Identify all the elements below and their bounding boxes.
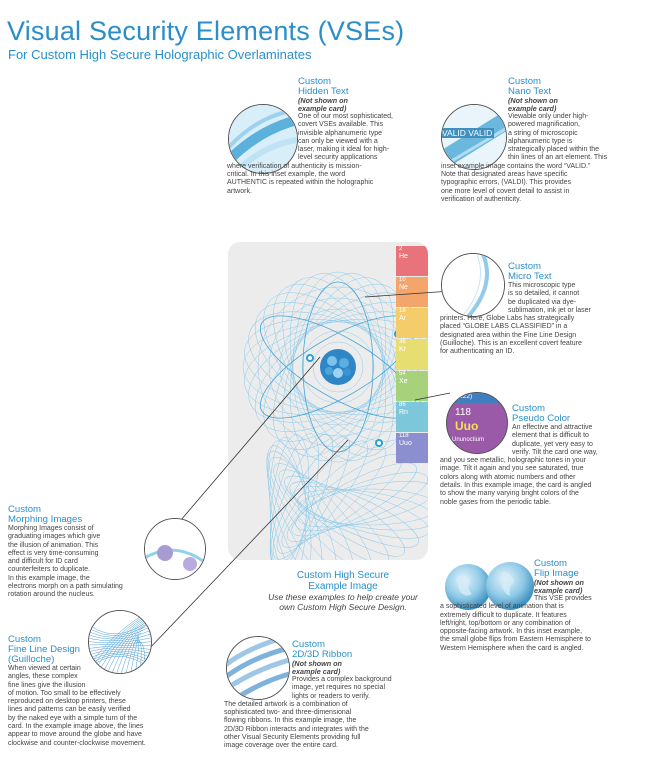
body-line: image coverage over the entire card. (224, 742, 339, 750)
pseudo-color-body (512, 424, 654, 457)
element-symbol: He (399, 253, 408, 260)
body-line: strategically placed within the (508, 146, 600, 154)
flip-title: Custom Flip Image (534, 558, 579, 579)
hidden-text-body-wide (227, 163, 437, 196)
body-line: fine lines give the illusion (8, 681, 86, 689)
body-line: This VSE provides (534, 595, 592, 602)
periodic-element (396, 371, 428, 401)
body-line: can only be viewed with a (298, 137, 378, 145)
element-number: 118 (399, 432, 409, 439)
micro-text-body (508, 282, 654, 315)
body-line: rotation around the nucleus. (8, 591, 95, 599)
hidden-text-block (227, 77, 437, 196)
pseudo-color-block (440, 404, 654, 507)
body-line: verify. Tilt the card one way, (512, 448, 598, 456)
morphing-title: Custom Morphing Images (8, 504, 83, 525)
body-line: image, yet requires no special (292, 684, 385, 692)
body-line: verification of authenticity. (441, 195, 522, 203)
body-line: duplicate, yet very easy to (512, 440, 593, 448)
body-line: AUTHENTIC is repeated within the holographic (227, 179, 374, 187)
element-symbol: Uuo (399, 439, 412, 447)
element-symbol: Rn (399, 408, 408, 416)
periodic-element (396, 339, 428, 369)
nano-text-title: Custom Nano Text (508, 76, 552, 97)
flip-body-wide (440, 603, 654, 653)
page-subtitle: For Custom High Secure Holographic Overlaminates (8, 47, 312, 62)
body-line: designated area within the Fine Line Design (440, 331, 577, 339)
body-line: An effective and attractive (512, 424, 593, 431)
example-caption (218, 570, 468, 612)
body-line: electrons morph on a path simulating (8, 583, 123, 591)
body-line: critical. In this inset example, the word (227, 171, 346, 179)
ribbon-note: (Not shown on example card) (292, 659, 342, 676)
body-line: In this example image, the (8, 574, 90, 582)
body-line: thin lines of an art element. This (508, 154, 608, 162)
ribbon-block (224, 640, 438, 751)
hidden-text-title: Custom Hidden Text (298, 76, 349, 97)
morphing-body (8, 525, 148, 600)
example-card (228, 242, 428, 560)
pseudo-inset-top: (222) (447, 393, 507, 403)
body-line: effect is very time-consuming (8, 549, 99, 557)
morphing-inset (144, 518, 206, 580)
body-line: where verification of authenticity is mission- (227, 162, 362, 170)
periodic-element (396, 246, 428, 276)
nano-text-block (441, 77, 651, 204)
pseudo-color-body-wide (440, 457, 654, 507)
morphing-block (8, 505, 148, 600)
element-symbol: Kr (399, 346, 406, 354)
element-number: 18 (399, 308, 406, 315)
body-line: clockwise and counter-clockwise movement. (8, 739, 146, 747)
element-number: 2 (399, 246, 403, 252)
element-number: 36 (399, 339, 406, 346)
body-line: laser, making it ideal for high- (298, 146, 390, 154)
body-line: lights or readers to verify. (292, 692, 371, 700)
micro-text-body-wide (440, 315, 654, 356)
element-symbol: Xe (399, 377, 408, 385)
body-line: typographic errors, (VALDI). This provides (441, 179, 572, 187)
body-line: graduating images which give (8, 533, 101, 541)
body-line: for authenticating an ID. (440, 348, 515, 356)
body-line: details. In this example image, the card is angled (440, 482, 592, 490)
body-line: Note that designated areas have specific (441, 171, 568, 179)
element-symbol: Ar (399, 315, 406, 323)
body-line: covert VSEs available. This (298, 121, 384, 129)
body-line: printers. Here, Globe Labs has strategically (440, 315, 575, 323)
body-line: (Guilloche). This is an excellent covert feature (440, 340, 582, 348)
micro-text-block (440, 262, 654, 357)
body-line: left/right, top/bottom or any combination of (440, 619, 571, 627)
fine-line-body-wide (8, 690, 218, 748)
body-line: be duplicated via dye- (508, 298, 577, 306)
element-symbol: Ne (399, 284, 408, 292)
body-line: to show the many varying bright colors of the (440, 490, 579, 498)
body-line: level security applications (298, 154, 378, 162)
body-line: One of our most sophisticated, (298, 113, 393, 120)
body-line: Morphing Images consist of (8, 525, 94, 532)
body-line: reproduced on desktop printers, these (8, 698, 126, 706)
fine-line-title: Custom Fine Line Design (Guilloche) (8, 634, 80, 665)
body-line: flowing ribbons. In this example image, the (224, 717, 357, 725)
body-line: extremely difficult to duplicate. It features (440, 611, 567, 619)
periodic-element (396, 402, 428, 432)
body-line: Viewable only under high- (508, 113, 589, 120)
page-title: Visual Security Elements (VSEs) (7, 16, 405, 46)
nano-text-body (508, 113, 651, 163)
ribbon-body-wide (224, 701, 438, 751)
fine-line-inset (88, 610, 152, 674)
body-line: alphanumeric type is (508, 137, 573, 145)
nano-inset-text: VALID VALID (442, 128, 493, 138)
body-line: counterfeiters to duplicate. (8, 566, 91, 574)
body-line: angles, these complex (8, 673, 78, 681)
example-title: Custom High Secure Example Image (296, 570, 390, 592)
body-line: Provides a complex background (292, 676, 392, 683)
body-line: The detailed artwork is a combination of (224, 700, 348, 708)
body-line: opposite-facing artwork. In this inset example, (440, 628, 583, 636)
example-text: Use these examples to help create your own Custom High Secure Design. (268, 592, 418, 612)
body-line: 2D/3D Ribbon interacts and integrates with the (224, 725, 369, 733)
body-line: the small globe flips from Eastern Hemisphere to (440, 636, 591, 644)
body-line: card. In the example image above, the lines (8, 723, 144, 731)
pseudo-color-title: Custom Pseudo Color (512, 403, 571, 424)
body-line: of motion. Too small to be effectively (8, 689, 121, 697)
element-number: 86 (399, 401, 406, 408)
pseudo-inset-number: 118 (455, 407, 471, 418)
element-number: 10 (399, 277, 406, 284)
nucleus-icon (320, 349, 356, 385)
ribbon-title: Custom 2D/3D Ribbon (292, 639, 353, 660)
body-line: and difficult for ID card (8, 558, 78, 566)
body-line: This microscopic type (508, 282, 576, 289)
nano-text-body-wide (441, 163, 651, 204)
flip-note: (Not shown on example card) (534, 578, 584, 595)
body-line: other Visual Security Elements providing full (224, 734, 361, 742)
body-line: Western Hemisphere when the card is angled. (440, 644, 584, 652)
periodic-strip (396, 246, 428, 464)
flip-body (534, 595, 654, 603)
body-line: image. Tilt it again and you see saturated, true (440, 465, 584, 473)
body-line: appear to move around the globe and have (8, 731, 142, 739)
ribbon-body (292, 676, 438, 701)
body-line: noble gases from the periodic table. (440, 498, 551, 506)
body-line: one more level of covert detail to assist in (441, 187, 570, 195)
body-line: powered magnification, (508, 121, 580, 129)
periodic-element (396, 308, 428, 338)
pseudo-inset-symbol: Uuo (455, 419, 479, 433)
pseudo-inset-name: Ununoctium (452, 437, 485, 443)
nano-text-note: (Not shown on example card) (508, 96, 558, 113)
body-line: invisible alphanumeric type (298, 129, 383, 137)
body-line: and you see metallic, holographic tones in your (440, 457, 586, 465)
body-line: artwork. (227, 187, 252, 195)
element-number: 54 (399, 370, 406, 377)
body-line: a string of microscopic (508, 129, 578, 137)
body-line: element that is difficult to (512, 432, 589, 440)
body-line: lines and patterns can be easily verified (8, 706, 131, 714)
periodic-element (396, 433, 428, 463)
body-line: a sophisticated level of animation that is (440, 603, 564, 611)
micro-text-title: Custom Micro Text (508, 261, 552, 282)
periodic-element (396, 277, 428, 307)
body-line: the illusion of animation. This (8, 541, 99, 549)
body-line: When viewed at certain (8, 665, 81, 672)
body-line: is so detailed, it cannot (508, 290, 580, 298)
body-line: placed “GLOBE LABS CLASSIFIED” in a (440, 323, 568, 331)
body-line: colors along with atomic numbers and other (440, 473, 576, 481)
body-line: sophisticated two- and three-dimensional (224, 709, 352, 717)
body-line: by the naked eye with a simple turn of the (8, 714, 138, 722)
flip-block (440, 559, 654, 653)
body-line: inset example image contains the word “VALID.” (441, 162, 591, 170)
hidden-text-note: (Not shown on example card) (298, 96, 348, 113)
hidden-text-body (298, 113, 437, 163)
body-line: sublimation, ink jet or laser (508, 306, 591, 314)
